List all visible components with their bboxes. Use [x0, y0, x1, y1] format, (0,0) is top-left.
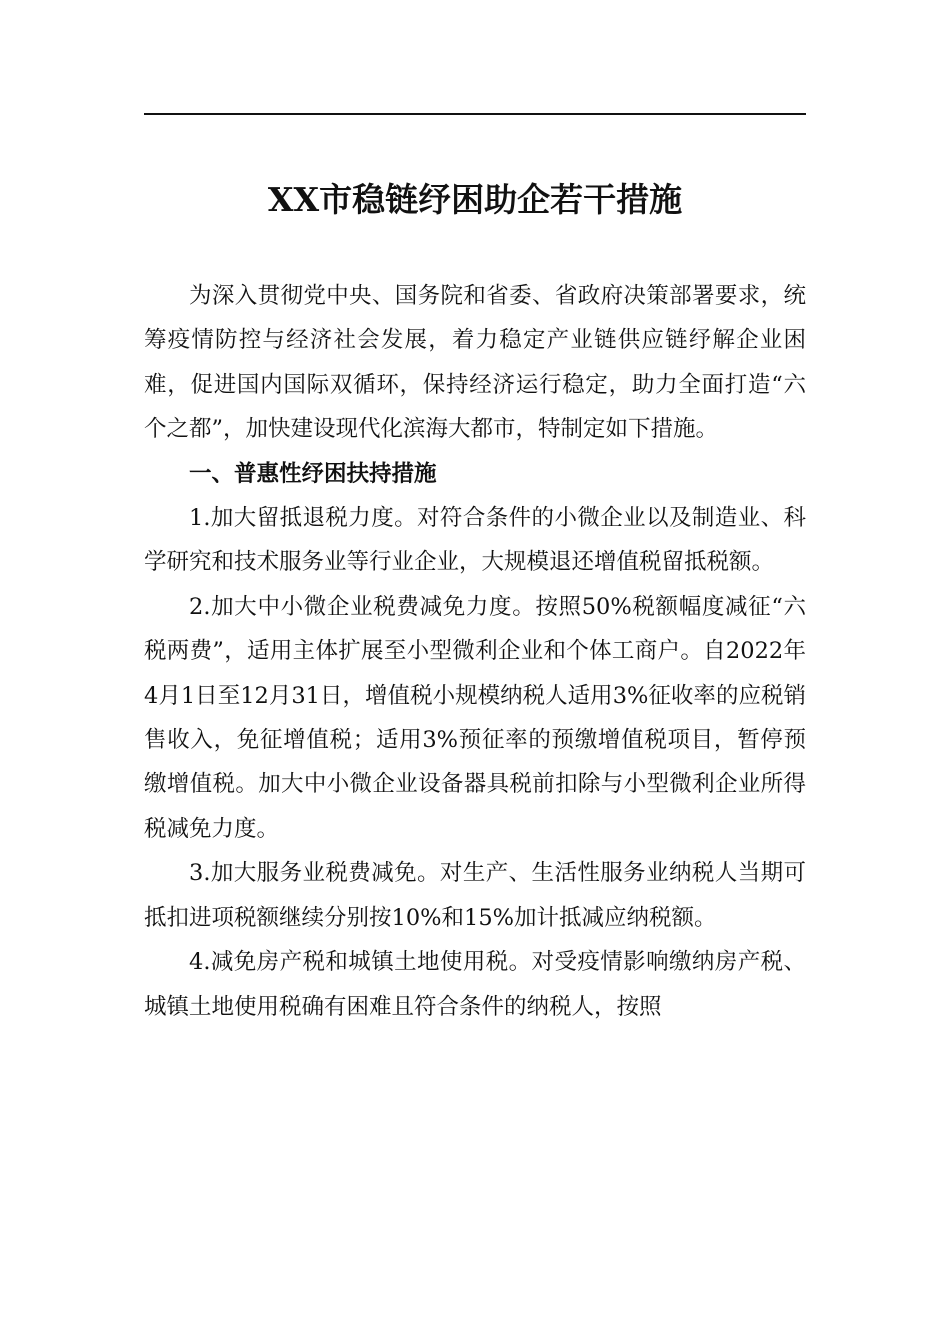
header-rule	[144, 113, 806, 115]
measure-item-2: 2.加大中小微企业税费减免力度。按照50%税额幅度减征“六税两费”，适用主体扩展至小型微利企业和个体工商户。自2022年4月1日至12月31日，增值税小规模纳税人适用3%征收率的应税销售收入，免征增值税；适用3%预征率的预缴增值税项目，暂停预缴增值税。加大中小微企业设备器具税前扣除与小型微利企业所得税减免力度。	[144, 593, 806, 842]
document-title: XX市稳链纾困助企若干措施	[267, 180, 683, 219]
measure-item-4: 4.减免房产税和城镇土地使用税。对受疫情影响缴纳房产税、城镇土地使用税确有困难且符合条件的纳税人，按照	[144, 949, 806, 1020]
intro-paragraph: 为深入贯彻党中央、国务院和省委、省政府决策部署要求，统筹疫情防控与经济社会发展，着力稳定产业链供应链纾解企业困难，促进国内国际双循环，保持经济运行稳定，助力全面打造“六个之都”，加快建设现代化滨海大都市，特制定如下措施。	[144, 283, 806, 443]
section-heading: 一、普惠性纾困扶持措施	[189, 460, 437, 487]
measure-item-3: 3.加大服务业税费减免。对生产、生活性服务业纳税人当期可抵扣进项税额继续分别按10%和15%加计抵减应纳税额。	[144, 860, 806, 931]
document-body	[144, 274, 806, 1029]
measure-item-1: 1.加大留抵退税力度。对符合条件的小微企业以及制造业、科学研究和技术服务业等行业企业，大规模退还增值税留抵税额。	[144, 505, 806, 576]
